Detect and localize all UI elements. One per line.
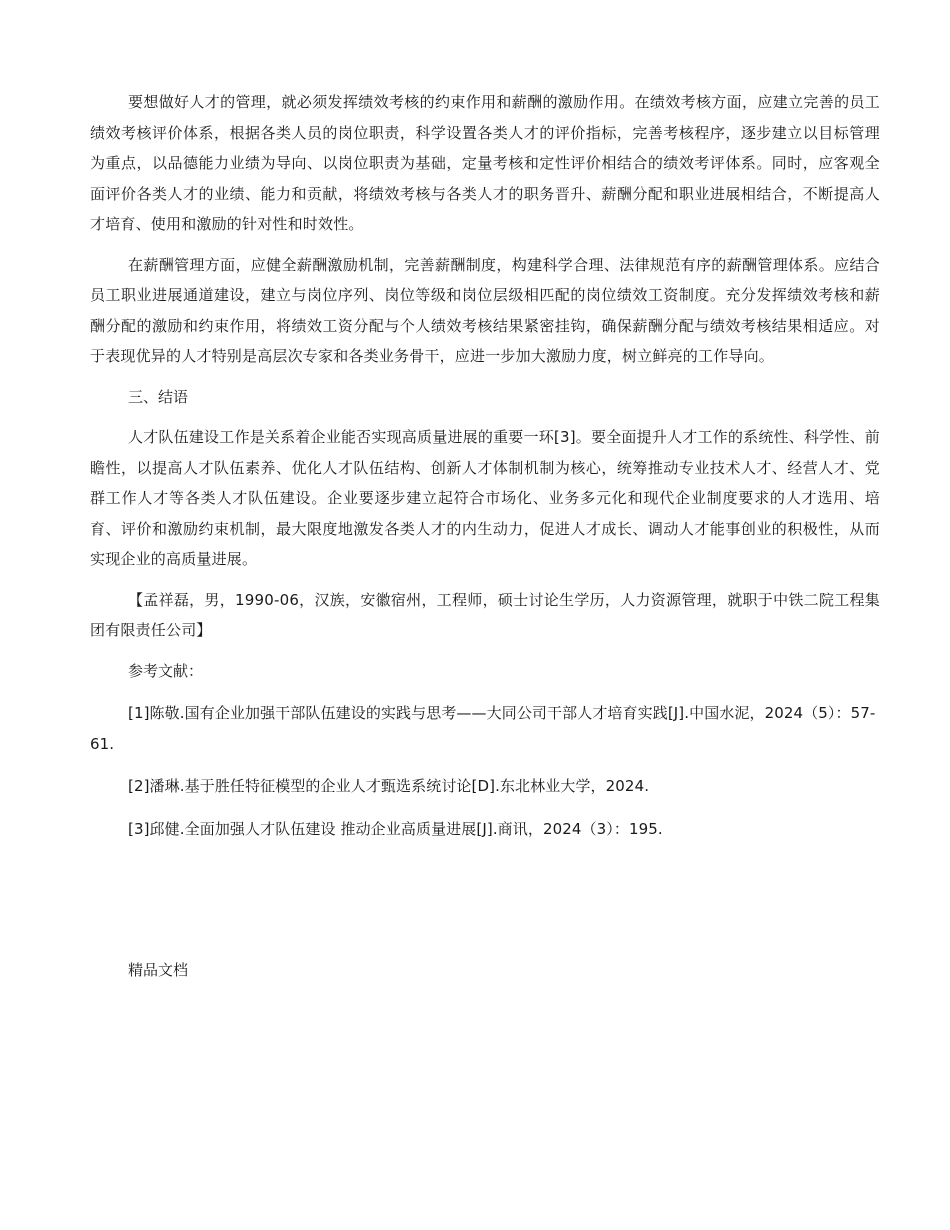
document-body xyxy=(90,87,880,844)
paragraph-conclusion: 人才队伍建设工作是关系着企业能否实现高质量进展的重要一环[3]。要全面提升人才工作的系统性、科学性、前瞻性，以提高人才队伍素养、优化人才队伍结构、创新人才体制机制为核心，统筹推动专业技术人才、经营人才、党群工作人才等各类人才队伍建设。企业要逐步建立起符合市场化、业务多元化和现代企业制度要求的人才选用、培育、评价和激励约束机制，最大限度地激发各类人才的内生动力，促进人才成长、调动人才能事创业的积极性，从而实现企业的高质量进展。 xyxy=(90,428,880,568)
reference-item-2: [2]潘琳.基于胜任特征模型的企业人才甄选系统讨论[D].东北林业大学，2024. xyxy=(128,777,650,795)
reference-item-3: [3]邱健.全面加强人才队伍建设 推动企业高质量进展[J].商讯，2024（3）：195. xyxy=(128,819,663,838)
reference-item-1: [1]陈敬.国有企业加强干部队伍建设的实践与思考——大同公司干部人才培育实践[J].中国水泥，2024（5）：57-61. xyxy=(90,704,876,753)
author-bio: 【孟祥磊，男，1990-06，汉族，安徽宿州，工程师，硕士讨论生学历，人力资源管理，就职于中铁二院工程集团有限责任公司】 xyxy=(90,590,880,639)
paragraph-performance: 要想做好人才的管理，就必须发挥绩效考核的约束作用和薪酬的激励作用。在绩效考核方面，应建立完善的员工绩效考核评价体系，根据各类人员的岗位职责，科学设置各类人才的评价指标，完善考核程序，逐步建立以目标管理为重点，以品德能力业绩为导向、以岗位职责为基础，定量考核和定性评价相结合的绩效考评体系。同时，应客观全面评价各类人才的业绩、能力和贡献，将绩效考核与各类人才的职务晋升、薪酬分配和职业进展相结合，不断提高人才培育、使用和激励的针对性和时效性。 xyxy=(90,93,880,233)
references-title: 参考文献： xyxy=(128,661,204,680)
paragraph-salary: 在薪酬管理方面，应健全薪酬激励机制，完善薪酬制度，构建科学合理、法律规范有序的薪酬管理体系。应结合员工职业进展通道建设，建立与岗位序列、岗位等级和岗位层级相匹配的岗位绩效工资制度。充分发挥绩效考核和薪酬分配的激励和约束作用，将绩效工资分配与个人绩效考核结果紧密挂钩，确保薪酬分配与绩效考核结果相适应。对于表现优异的人才特别是高层次专家和各类业务骨干，应进一步加大激励力度，树立鲜亮的工作导向。 xyxy=(90,255,880,365)
reference-list xyxy=(90,698,880,844)
footer-label: 精品文档 xyxy=(128,961,189,979)
section-heading: 三、结语 xyxy=(128,387,189,406)
